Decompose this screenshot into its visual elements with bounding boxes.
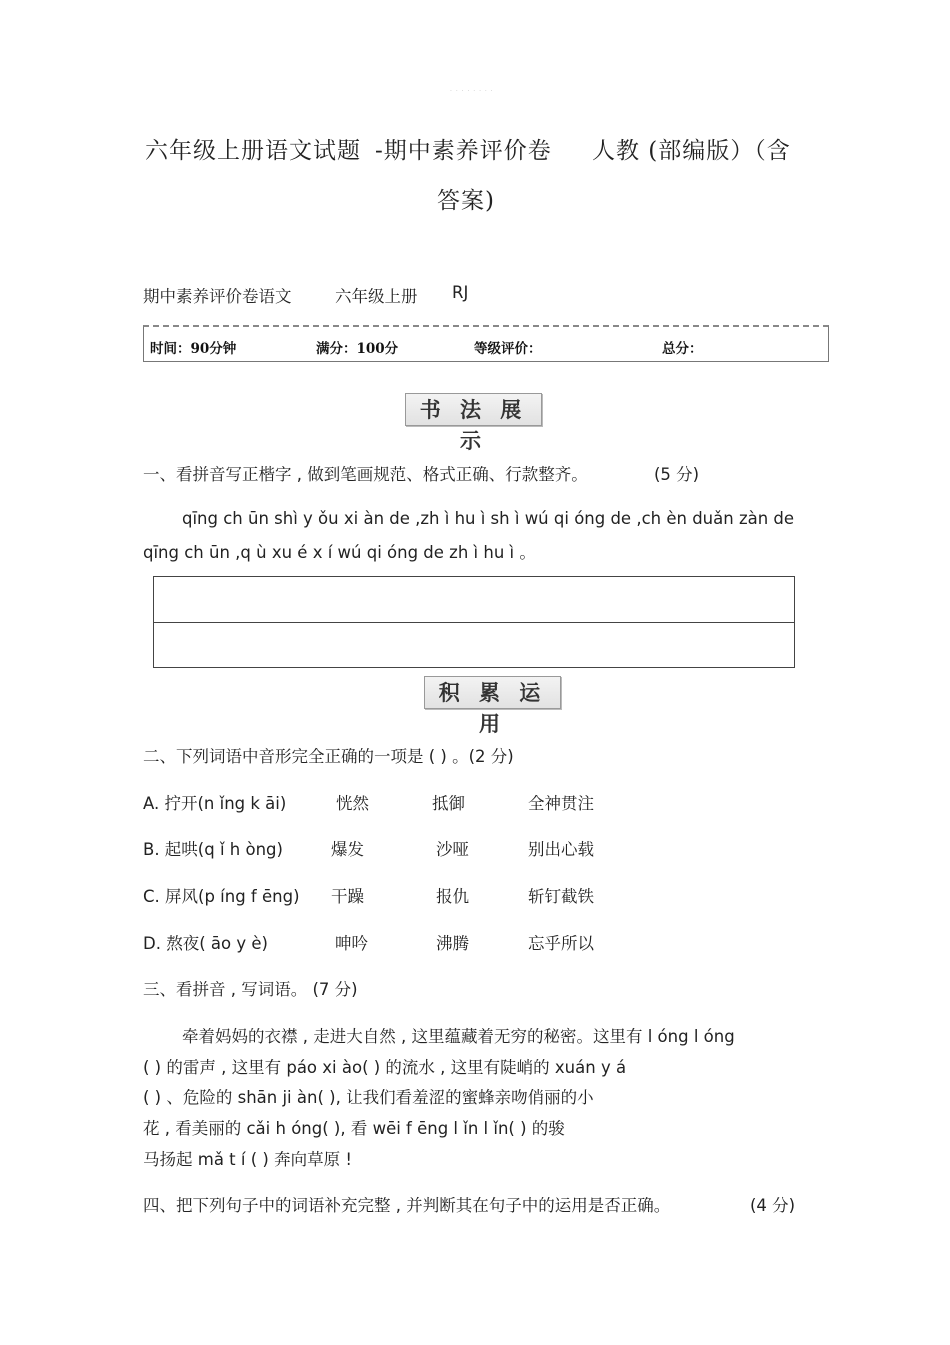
title-part3: 人教 (部编版）（含: [592, 138, 791, 164]
q2-option-b-word: B. 起哄(q ǐ h òng): [143, 840, 283, 859]
grade-evaluation-label: 等级评价：: [474, 341, 542, 357]
full-score-info: 满分：100分: [316, 341, 399, 357]
exam-info-bar: [143, 325, 829, 362]
q3-line3: ( ) 、危险的 shān ji àn( ), 让我们看羞涩的蜜蜂亲吻俏丽的小: [143, 1088, 594, 1107]
header-dots: · · · · · · · ·: [450, 88, 494, 95]
q3-line5: 马扬起 mǎ t í ( ) 奔向草原 !: [143, 1150, 352, 1169]
title-part2: -期中素养评价卷: [375, 138, 552, 164]
subtitle-exam: 期中素养评价卷语文: [143, 287, 292, 306]
title-line2: 答案): [437, 188, 495, 214]
q2-option-b-c: 沙哑: [436, 840, 469, 859]
q2-option-b-d: 别出心载: [528, 840, 594, 859]
q2-option-d-d: 忘乎所以: [528, 934, 594, 953]
q2-text: 二、下列词语中音形完全正确的一项是 ( ) 。(2 分): [143, 747, 514, 766]
q2-option-d-b: 呻吟: [335, 934, 368, 953]
q2-option-c-d: 斩钉截铁: [528, 887, 594, 906]
q2-option-b-b: 爆发: [331, 840, 364, 859]
q2-option-c-word: C. 屏风(p íng f ēng): [143, 887, 300, 906]
q4-score: (4 分): [750, 1196, 796, 1215]
q2-option-a-d: 全神贯注: [528, 794, 594, 813]
time-info: 时间：90分钟: [150, 341, 237, 357]
writing-box-divider: [154, 622, 794, 623]
q1-text: 一、看拼音写正楷字 , 做到笔画规范、格式正确、行款整齐。: [143, 465, 588, 484]
q4-text: 四、把下列句子中的词语补充完整 , 并判断其在句子中的运用是否正确。: [143, 1196, 671, 1215]
q2-option-a-c: 抵御: [432, 794, 465, 813]
q1-pinyin-line1: qīng ch ūn shì y ǒu xi àn de ,zh ì hu ì sh ì wú qi óng de ,ch èn duǎn zàn de: [182, 509, 795, 528]
q3-text: 三、看拼音 , 写词语。 (7 分): [143, 980, 358, 999]
q3-line1: 牵着妈妈的衣襟 , 走进大自然 , 这里蕴藏着无穷的秘密。这里有 l óng l óng: [182, 1027, 735, 1046]
q1-pinyin-line2: qīng ch ūn ,q ù xu é x í wú qi óng de zh ì hu ì 。: [143, 543, 536, 562]
section-calligraphy-badge: 书 法 展 示: [405, 393, 542, 426]
q3-line2: ( ) 的雷声 , 这里有 páo xi ào( ) 的流水 , 这里有陡峭的 xuán y á: [143, 1058, 627, 1077]
q2-option-d-word: D. 熬夜( āo y è): [143, 934, 268, 953]
q2-option-a-b: 恍然: [336, 794, 369, 813]
total-score-label: 总分：: [662, 341, 703, 357]
subtitle-grade: 六年级上册: [335, 287, 418, 306]
writing-box[interactable]: [153, 576, 795, 668]
title-part1: 六年级上册语文试题: [145, 138, 361, 164]
subtitle-edition: RJ: [452, 283, 469, 302]
q2-option-c-b: 干躁: [331, 887, 364, 906]
q2-option-a-word: A. 拧开(n ǐng k āi): [143, 794, 287, 813]
q3-line4: 花 , 看美丽的 cǎi h óng( ), 看 wēi f ēng l ǐn l ǐn( ) 的骏: [143, 1119, 565, 1138]
q2-option-c-c: 报仇: [436, 887, 469, 906]
section-accumulation-badge: 积 累 运 用: [424, 676, 561, 709]
q1-score: (5 分): [654, 465, 700, 484]
q2-option-d-c: 沸腾: [436, 934, 469, 953]
